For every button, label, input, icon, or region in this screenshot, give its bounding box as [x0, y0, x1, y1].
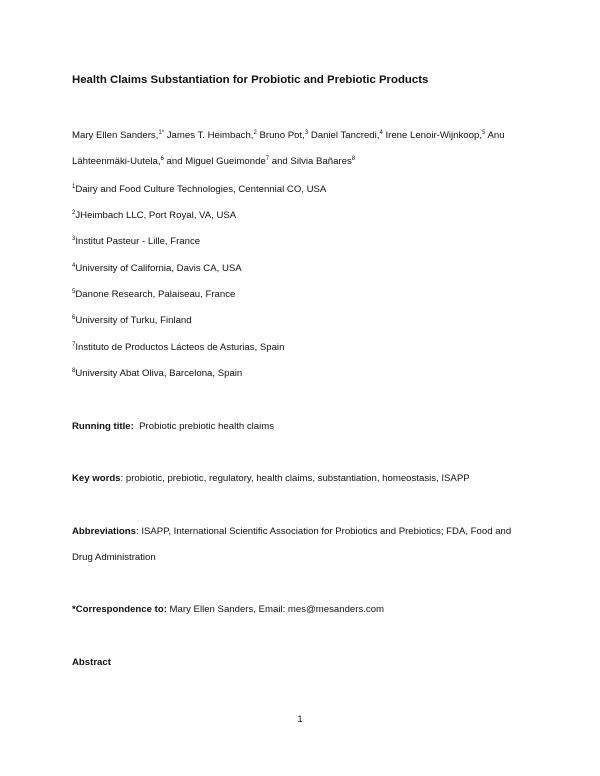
affiliation: $^6$University of Turku, Finland	[72, 315, 192, 326]
page-number: 1	[297, 714, 303, 725]
keywords: Key words: probiotic, prebiotic, regulatory, health claims, substantiation, homeostasis, ISAPP	[72, 473, 470, 484]
paper-title: Health Claims Substantiation for Probiotic and Prebiotic Products	[72, 74, 429, 86]
abbreviations: Abbreviations: ISAPP, International Scientific Association for Probiotics and Prebiotics; FDA, Food and	[72, 526, 512, 537]
affiliation: $^4$University of California, Davis CA, USA	[72, 263, 242, 274]
author-line-1: Mary Ellen Sanders,$^{1*}$ James T. Heimbach,$^2$ Bruno Pot,$^3$ Daniel Tancredi,$^4$ Irene Lenoir-Wijnkoop,$^5$ Anu	[72, 130, 505, 141]
affiliation: $^1$Dairy and Food Culture Technologies, Centennial CO, USA	[72, 184, 327, 195]
abbreviations-continued: Drug Administration	[72, 552, 156, 563]
affiliation: $^2$JHeimbach LLC, Port Royal, VA, USA	[72, 210, 237, 221]
affiliation: $^7$Instituto de Productos Lácteos de Asturias, Spain	[72, 342, 285, 353]
abstract-heading: Abstract	[72, 657, 111, 668]
affiliation: $^3$Institut Pasteur - Lille, France	[72, 236, 201, 247]
running-title: Running title: Probiotic prebiotic health claims	[72, 421, 275, 432]
correspondence: *Correspondence to: Mary Ellen Sanders, Email: mes@mesanders.com	[72, 604, 385, 615]
affiliation: $^5$Danone Research, Palaiseau, France	[72, 289, 236, 300]
affiliation: $^8$University Abat Oliva, Barcelona, Spain	[72, 368, 243, 379]
author-line-2: Lähteenmäki-Uutela,$^6$ and Miguel Gueimonde$^7$ and Silvia Bañares$^8$	[72, 156, 356, 167]
